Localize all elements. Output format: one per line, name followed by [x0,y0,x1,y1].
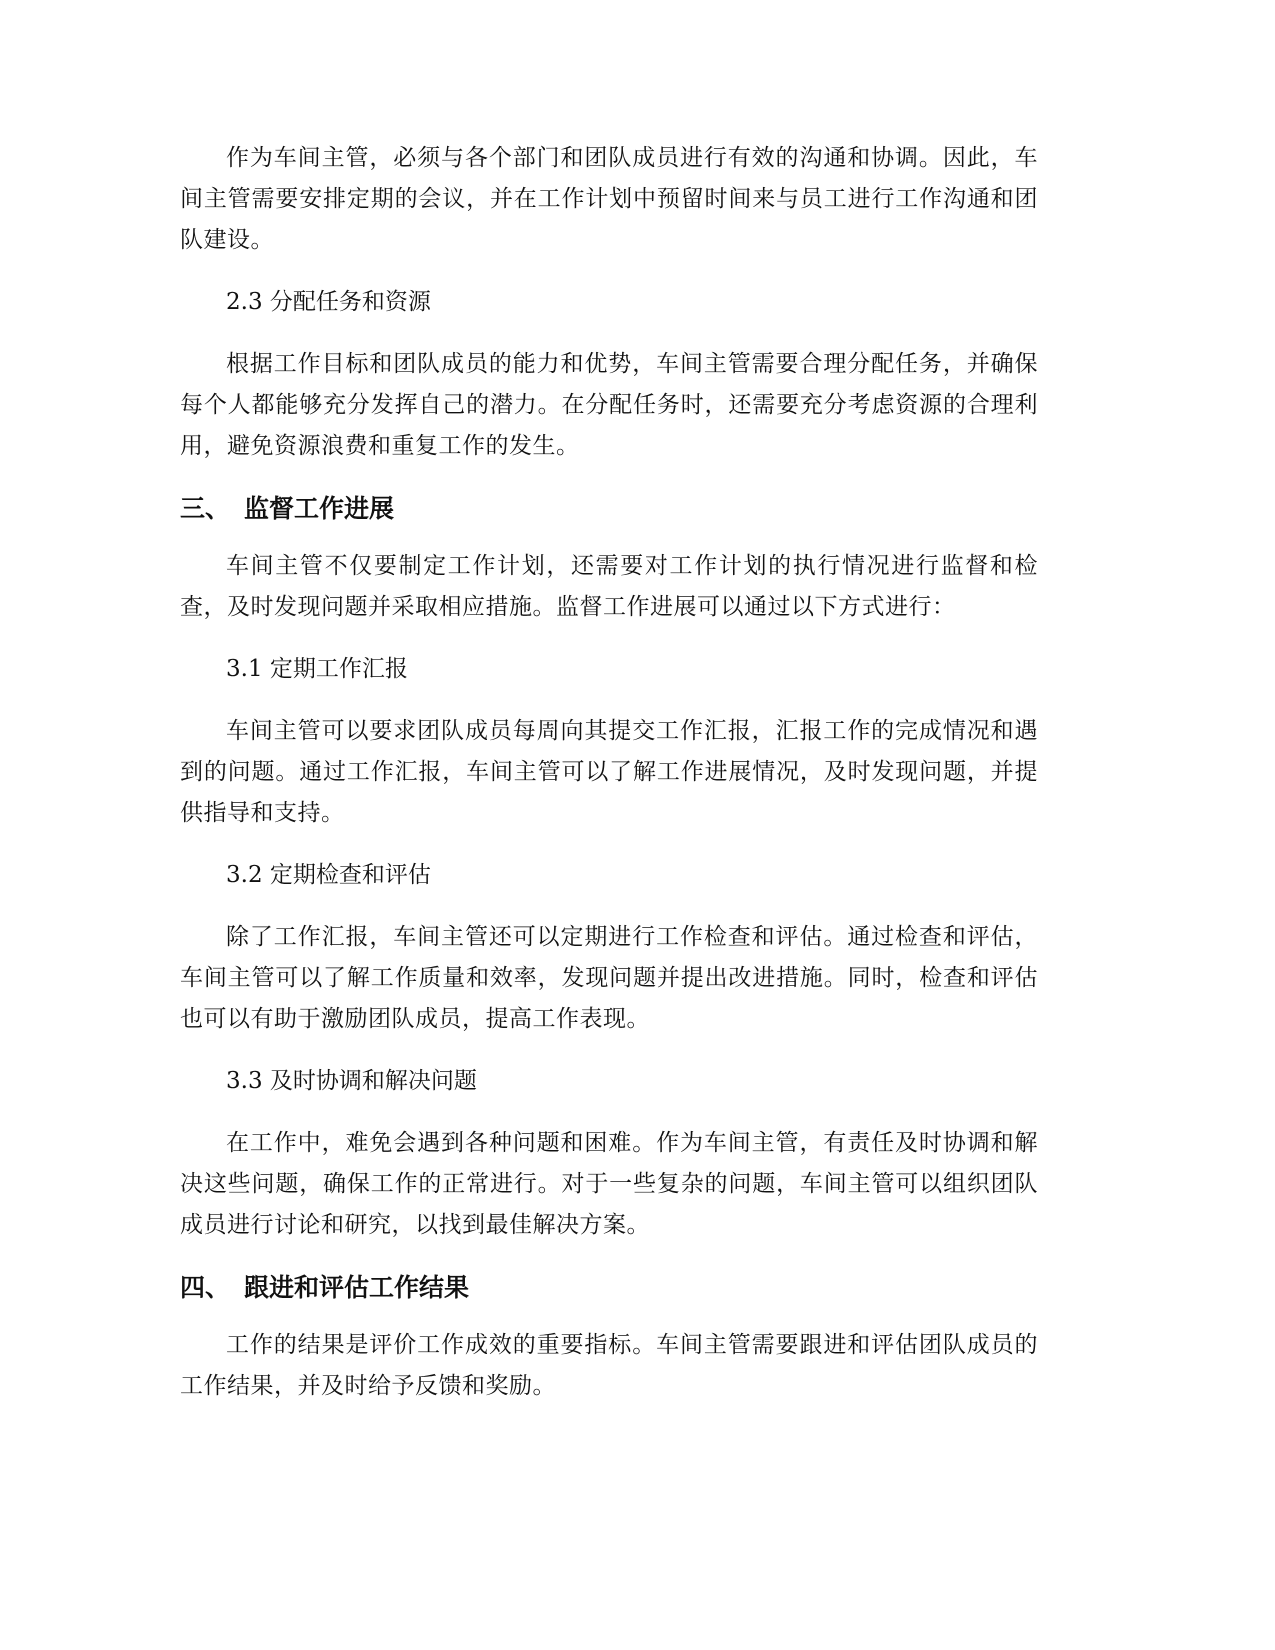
section-heading-4-number: 四、 [180,1273,231,1302]
subheading-3-2: 3.2 定期检查和评估 [226,862,431,888]
section-heading-4-title: 跟进和评估工作结果 [244,1273,470,1302]
paragraph-inspection: 除了工作汇报，车间主管还可以定期进行工作检查和评估。通过检查和评估，车间主管可以了解工作质量和效率，发现问题并提出改进措施。同时，检查和评估也可以有助于激励团队成员，提高工作表现。 [180,924,1038,1032]
paragraph-assign-tasks: 根据工作目标和团队成员的能力和优势，车间主管需要合理分配任务，并确保每个人都能够充分发挥自己的潜力。在分配任务时，还需要充分考虑资源的合理利用，避免资源浪费和重复工作的发生。 [180,351,1038,459]
paragraph-results: 工作的结果是评价工作成效的重要指标。车间主管需要跟进和评估团队成员的工作结果，并及时给予反馈和奖励。 [180,1332,1038,1399]
section-heading-4 [180,1267,1038,1308]
section-heading-3-title: 监督工作进展 [244,494,395,523]
section-heading-3 [180,488,1038,529]
paragraph-communication: 作为车间主管，必须与各个部门和团队成员进行有效的沟通和协调。因此，车间主管需要安排定期的会议，并在工作计划中预留时间来与员工进行工作沟通和团队建设。 [180,145,1038,253]
paragraph-work-report: 车间主管可以要求团队成员每周向其提交工作汇报，汇报工作的完成情况和遇到的问题。通过工作汇报，车间主管可以了解工作进展情况，及时发现问题，并提供指导和支持。 [180,718,1038,826]
subheading-3-1: 3.1 定期工作汇报 [226,656,408,682]
document-page [180,138,1038,1428]
subheading-3-3: 3.3 及时协调和解决问题 [226,1068,477,1094]
paragraph-problem-solving: 在工作中，难免会遇到各种问题和困难。作为车间主管，有责任及时协调和解决这些问题，确保工作的正常进行。对于一些复杂的问题，车间主管可以组织团队成员进行讨论和研究，以找到最佳解决方案。 [180,1130,1038,1238]
section-heading-3-number: 三、 [180,494,231,523]
subheading-2-3: 2.3 分配任务和资源 [226,289,431,315]
paragraph-monitor-intro: 车间主管不仅要制定工作计划，还需要对工作计划的执行情况进行监督和检查，及时发现问题并采取相应措施。监督工作进展可以通过以下方式进行： [180,553,1038,620]
